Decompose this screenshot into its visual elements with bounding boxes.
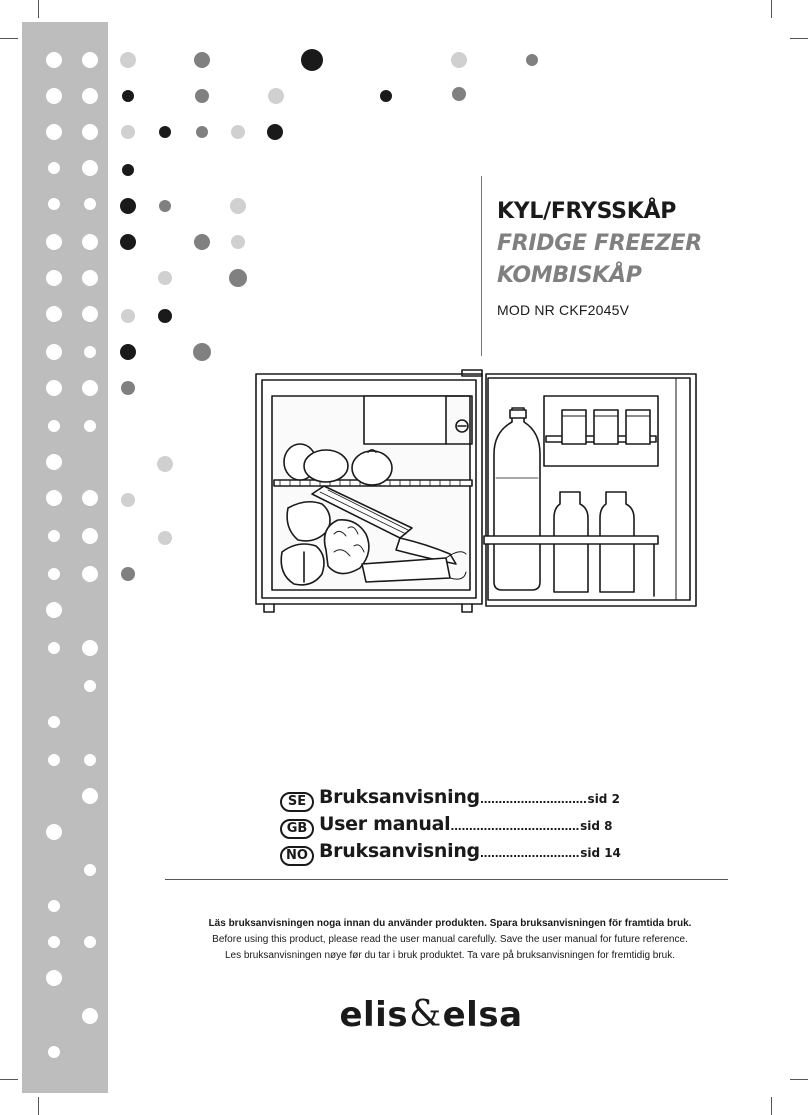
- title-norwegian: KOMBISKÅP: [497, 263, 642, 288]
- brand-logo-part2: elsa: [442, 995, 523, 1035]
- toc-entry-no: [280, 840, 660, 867]
- divider-line: [481, 176, 482, 356]
- divider-line: [165, 879, 728, 880]
- decorative-dot: [194, 234, 210, 250]
- decorative-dot: [48, 754, 60, 766]
- decorative-dot: [122, 164, 134, 176]
- toc-label: Bruksanvisning: [319, 840, 480, 862]
- toc-leader-dots: ...........................: [479, 847, 580, 860]
- decorative-dot: [82, 1008, 98, 1024]
- decorative-dot: [46, 306, 62, 322]
- decorative-dot: [84, 936, 96, 948]
- note-norwegian: Les bruksanvisningen nøye før du tar i bruk produktet. Ta vare på bruksanvisningen for fremtidig bruk.: [224, 950, 676, 961]
- decorative-dot: [301, 49, 323, 71]
- toc-entry-gb: [280, 813, 660, 840]
- decorative-dot: [231, 235, 245, 249]
- decorative-dot: [82, 52, 98, 68]
- decorative-dot: [120, 52, 136, 68]
- decorative-dot: [120, 198, 136, 214]
- brand-logo-ampersand: &: [409, 994, 442, 1035]
- decorative-dot: [48, 642, 60, 654]
- decorative-dot: [122, 90, 134, 102]
- decorative-dot: [120, 344, 136, 360]
- decorative-dot: [158, 271, 172, 285]
- decorative-dot: [84, 420, 96, 432]
- decorative-dot: [48, 162, 60, 174]
- language-badge: GB: [280, 819, 314, 839]
- title-english: FRIDGE FREEZER: [497, 231, 702, 256]
- decorative-dot: [159, 126, 171, 138]
- decorative-dot: [46, 234, 62, 250]
- table-of-contents: [280, 786, 660, 867]
- decorative-dot: [82, 160, 98, 176]
- decorative-dot: [46, 88, 62, 104]
- decorative-dot: [452, 87, 466, 101]
- note-english: Before using this product, please read the user manual carefully. Save the user manual for future reference.: [212, 934, 688, 945]
- decorative-dot: [46, 124, 62, 140]
- decorative-dot: [194, 52, 210, 68]
- decorative-dot: [46, 270, 62, 286]
- decorative-dot: [82, 788, 98, 804]
- decorative-dot: [82, 528, 98, 544]
- decorative-dot: [48, 198, 60, 210]
- toc-page-number: sid 8: [580, 819, 613, 833]
- decorative-dot: [158, 309, 172, 323]
- crop-mark: [771, 0, 772, 18]
- decorative-dot: [82, 640, 98, 656]
- note-swedish: Läs bruksanvisningen noga innan du använder produkten. Spara bruksanvisningen för framtida bruk.: [208, 918, 692, 929]
- decorative-dot: [84, 864, 96, 876]
- decorative-dot: [230, 198, 246, 214]
- decorative-dot: [82, 234, 98, 250]
- title-block: [497, 196, 797, 318]
- model-number: MOD NR CKF2045V: [497, 302, 630, 318]
- usage-notes: [170, 916, 730, 964]
- decorative-dot: [268, 88, 284, 104]
- decorative-dot: [158, 531, 172, 545]
- toc-leader-dots: ...................................: [450, 820, 580, 833]
- crop-mark: [790, 1079, 808, 1080]
- decorative-dot: [157, 456, 173, 472]
- decorative-dot: [46, 490, 62, 506]
- brand-logo-part1: elis: [339, 995, 409, 1035]
- decorative-dot: [48, 420, 60, 432]
- decorative-dot: [48, 900, 60, 912]
- decorative-dot: [46, 52, 62, 68]
- decorative-dot: [82, 270, 98, 286]
- decorative-dot: [46, 380, 62, 396]
- decorative-dot: [231, 125, 245, 139]
- decorative-dot: [82, 566, 98, 582]
- decorative-dot: [159, 200, 171, 212]
- decorative-dot: [48, 1046, 60, 1058]
- decorative-dot: [121, 125, 135, 139]
- decorative-dot: [48, 530, 60, 542]
- brand-logo: [296, 994, 566, 1035]
- decorative-dot: [48, 936, 60, 948]
- language-badge: NO: [280, 846, 314, 866]
- decorative-dot: [84, 198, 96, 210]
- decorative-dot: [84, 754, 96, 766]
- toc-entry-se: [280, 786, 660, 813]
- decorative-dot: [451, 52, 467, 68]
- decorative-dot: [526, 54, 538, 66]
- decorative-dot: [84, 346, 96, 358]
- crop-mark: [771, 1097, 772, 1115]
- decorative-dot: [195, 89, 209, 103]
- crop-mark: [0, 38, 18, 39]
- decorative-dot: [82, 124, 98, 140]
- decorative-dot: [82, 490, 98, 506]
- crop-mark: [38, 1097, 39, 1115]
- decorative-dot: [121, 309, 135, 323]
- decorative-dot: [82, 88, 98, 104]
- decorative-dot: [267, 124, 283, 140]
- decorative-dot: [82, 306, 98, 322]
- decorative-dot: [48, 568, 60, 580]
- decorative-dot: [46, 824, 62, 840]
- toc-label: Bruksanvisning: [319, 786, 480, 808]
- decorative-dot: [46, 602, 62, 618]
- crop-mark: [790, 38, 808, 39]
- decorative-dot: [121, 567, 135, 581]
- decorative-dot: [46, 970, 62, 986]
- decorative-dot: [82, 380, 98, 396]
- decorative-dot: [196, 126, 208, 138]
- crop-mark: [0, 1079, 18, 1080]
- toc-leader-dots: .............................: [479, 793, 587, 806]
- crop-mark: [38, 0, 39, 18]
- decorative-dot: [121, 493, 135, 507]
- toc-page-number: sid 14: [580, 846, 621, 860]
- decorative-dot: [229, 269, 247, 287]
- language-badge: SE: [280, 792, 314, 812]
- decorative-dot: [84, 680, 96, 692]
- decorative-dot: [120, 234, 136, 250]
- toc-page-number: sid 2: [587, 792, 620, 806]
- decorative-dot: [121, 381, 135, 395]
- decorative-dot: [193, 343, 211, 361]
- decorative-dot: [46, 344, 62, 360]
- toc-label: User manual: [319, 813, 451, 835]
- decorative-dot: [46, 454, 62, 470]
- decorative-dot: [380, 90, 392, 102]
- fridge-illustration: [250, 368, 708, 618]
- decorative-strip: [22, 22, 108, 1093]
- decorative-dot: [48, 716, 60, 728]
- title-swedish: KYL/FRYSSKÅP: [497, 199, 677, 224]
